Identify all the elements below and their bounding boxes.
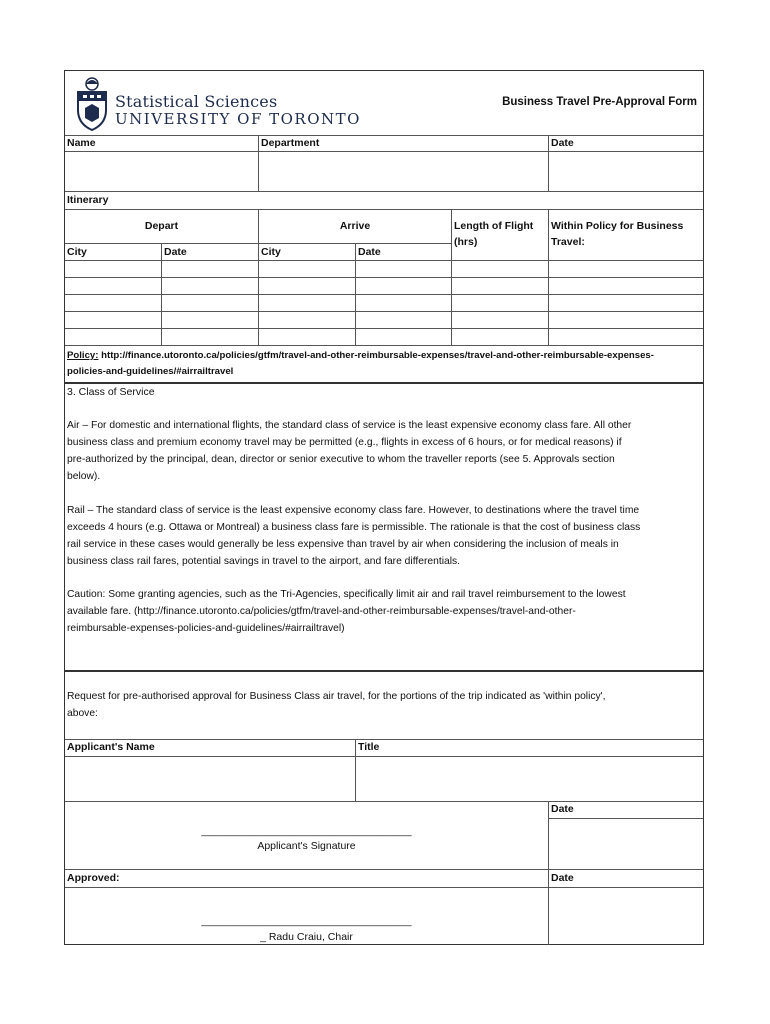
logo-line-1: Statistical Sciences [115, 92, 278, 111]
length-of-flight-label: Length of Flight [454, 220, 534, 232]
name-field[interactable] [65, 152, 257, 190]
applicant-date-label: Date [551, 803, 574, 815]
applicant-name-field[interactable] [65, 757, 354, 800]
travel-approval-form [64, 70, 704, 945]
rail-paragraph: Rail – The standard class of service is the least expensive economy class fare. However, to destinations where the travel time exceeds 4 hours (e.g. Ottawa or Montreal) a business class fare is permissible. The rationale is that the cost of business class rail service in these cases would generally be less expensive than travel by air when considering the inclusion of meals in business class rail fares, potential savings in travel to the airport, and fare differentials. [67, 505, 641, 567]
date-label: Date [551, 137, 574, 149]
within-policy-label: Within Policy for Business [551, 220, 684, 232]
applicant-signature-label: Applicant's Signature [257, 840, 356, 852]
policy-url-continued[interactable]: policies-and-guidelines/#airrailtravel [67, 366, 234, 377]
depart-label: Depart [144, 220, 179, 232]
form-title: Business Travel Pre-Approval Form [502, 96, 697, 108]
arrive-date-label: Date [358, 246, 381, 258]
applicant-date-field[interactable] [549, 819, 703, 868]
approver-signature-line[interactable]: ____________________________________ [201, 915, 412, 927]
applicant-title-field[interactable] [356, 757, 703, 800]
within-policy-label-2: Travel: [551, 236, 585, 248]
name-label: Name [67, 137, 96, 149]
class-of-service-heading: 3. Class of Service [67, 386, 155, 398]
approval-date-field[interactable] [549, 888, 703, 944]
request-paragraph: Request for pre-authorised approval for Business Class air travel, for the portions of the trip indicated as 'within policy', above: [67, 691, 606, 719]
policy-line-1 [67, 350, 654, 361]
approval-date-label: Date [551, 872, 574, 884]
logo-line-2: UNIVERSITY OF TORONTO [115, 110, 361, 128]
university-logo [73, 74, 373, 134]
length-of-flight-unit: (hrs) [454, 236, 478, 248]
depart-city-label: City [67, 246, 87, 258]
itinerary-label: Itinerary [67, 194, 109, 206]
arrive-label: Arrive [339, 220, 371, 232]
department-field[interactable] [259, 152, 547, 190]
applicant-title-label: Title [358, 741, 380, 753]
approver-name: _ Radu Craiu, Chair [260, 931, 353, 943]
arrive-city-label: City [261, 246, 281, 258]
itinerary-rows[interactable] [65, 261, 703, 345]
depart-date-label: Date [164, 246, 187, 258]
applicant-name-label: Applicant's Name [67, 741, 155, 753]
department-label: Department [261, 137, 320, 149]
approved-label: Approved: [67, 872, 120, 884]
date-field[interactable] [549, 152, 703, 190]
policy-label: Policy: [67, 350, 99, 361]
crest-icon [75, 76, 109, 132]
air-paragraph: Air – For domestic and international flights, the standard class of service is the least expensive economy class fare. All other business class and premium economy travel may be permitted (e.g., flights in excess of 6 hours, or for medical reasons) if pre-authorized by the principal, dean, director or senior executive to whom the traveller reports (see 5. Approvals section below). [67, 420, 632, 482]
caution-paragraph: Caution: Some granting agencies, such as the Tri-Agencies, specifically limit air and rail travel reimbursement to the lowest available fare. (http://finance.utoronto.ca/policies/gtfm/travel-and-other-reimbursable-expenses/travel-and-other- reimbursable-expenses-policies-and-guidelines/#airrailtravel) [67, 589, 626, 634]
applicant-signature-line[interactable]: ____________________________________ [201, 825, 412, 837]
policy-url[interactable]: http://finance.utoronto.ca/policies/gtfm/travel-and-other-reimbursable-expenses/travel-and-other-reimbursable-expenses- [101, 350, 654, 361]
